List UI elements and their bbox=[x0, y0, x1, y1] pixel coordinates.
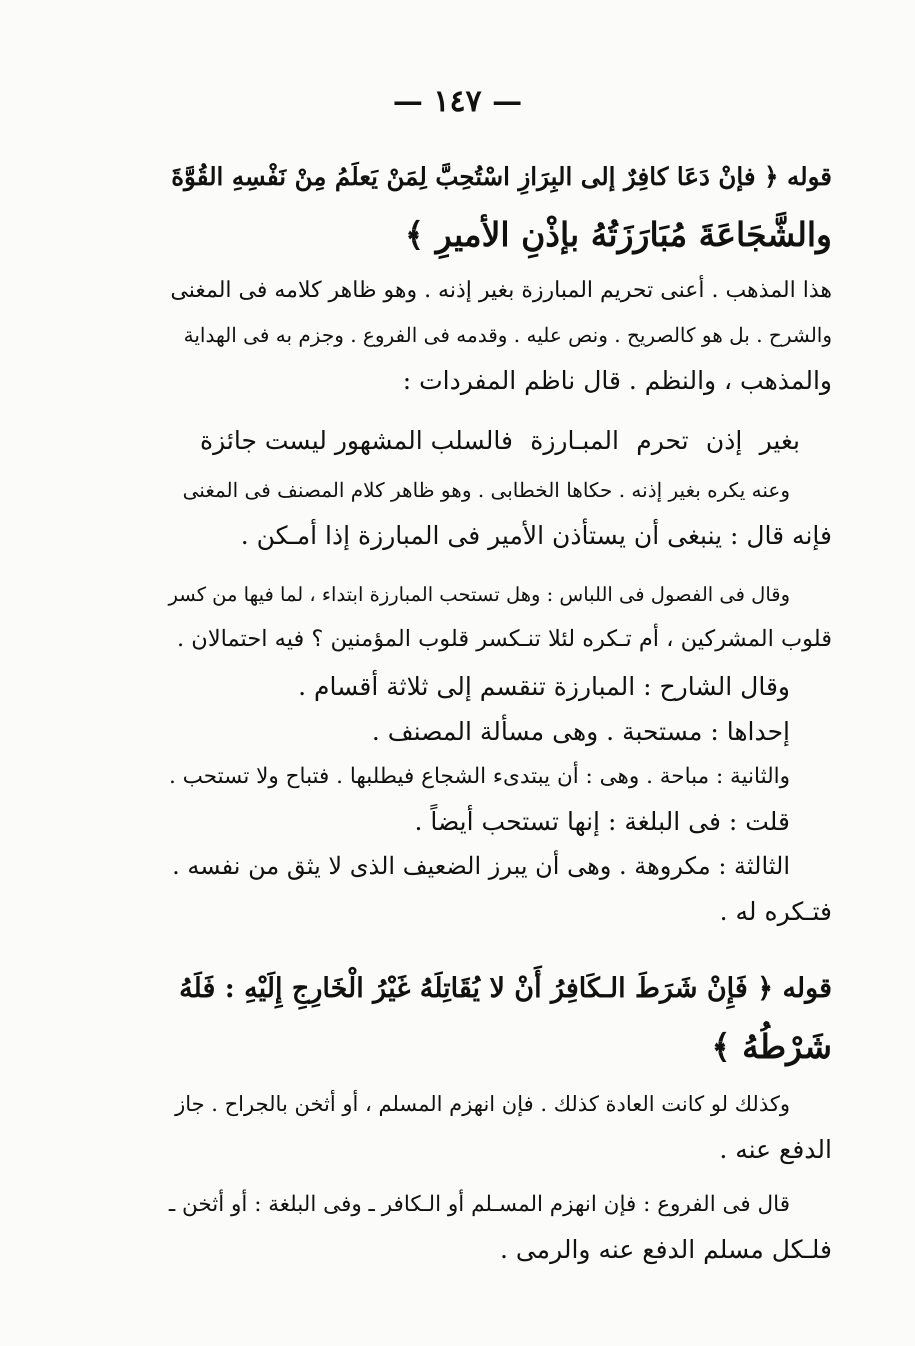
text-line: الدفع عنه . bbox=[719, 1135, 832, 1164]
text-line: فإنه قال : ينبغى أن يستأذن الأمير فى المبارزة إذا أمـكن . bbox=[240, 521, 832, 550]
text-line: فتـكره له . bbox=[719, 897, 832, 926]
text-line: والثانية : مباحة . وهى : أن يبتدىء الشجاع فيطلبها . فتباح ولا تستحب . bbox=[169, 764, 790, 789]
text-line: هذا المذهب . أعنى تحريم المبارزة بغير إذنه . وهو ظاهر كلامه فى المغنى bbox=[170, 278, 832, 303]
text-line: وكذلك لو كانت العادة كذلك . فإن انهزم المسلم ، أو أثخن بالجراح . جاز bbox=[175, 1092, 790, 1116]
text-line: إحداها : مستحبة . وهى مسألة المصنف . bbox=[371, 717, 790, 746]
heading-line: قوله ﴿ فَإِنْ شَرَطَ الـكَافِرُ أَنْ لا يُقَاتِلَهُ غَيْرُ الْخَارِجِ إِلَيْهِ : فَلَهُ bbox=[179, 973, 832, 1004]
text-line: قلت : فى البلغة : إنها تستحب أيضاً . bbox=[414, 807, 790, 836]
text-line: قال فى الفروع : فإن انهزم المسـلم أو الـكافر ـ وفى البلغة : أو أثخن ـ bbox=[168, 1192, 790, 1217]
paragraph-sharih bbox=[168, 664, 832, 934]
poem-word: فالسلب المشهور ليست جائزة bbox=[200, 426, 513, 455]
heading-verse-1 bbox=[168, 148, 832, 264]
paragraph-khattabi bbox=[168, 468, 832, 558]
paragraph-madhhab bbox=[168, 268, 832, 403]
text-line: وعنه يكره بغير إذنه . حكاها الخطابى . وهو ظاهر كلام المصنف فى المغنى bbox=[182, 478, 790, 502]
heading-verse-2 bbox=[168, 960, 832, 1076]
paragraph-adah bbox=[168, 1082, 832, 1172]
poem-verse bbox=[200, 421, 800, 461]
heading-line: والشَّجَاعَةَ مُبَارَزَتُهُ بإذْنِ الأميرِ ﴾ bbox=[404, 215, 832, 254]
text-line: والشرح . بل هو كالصريح . ونص عليه . وقدمه فى الفروع . وجزم به فى الهداية bbox=[183, 323, 832, 347]
text-line: قلوب المشركين ، أم تـكره لئلا تنـكسر قلوب المؤمنين ؟ فيه احتمالان . bbox=[177, 626, 832, 652]
text-line: فلـكل مسلم الدفع عنه والرمى . bbox=[499, 1235, 832, 1264]
heading-line: شَرْطُهُ ﴾ bbox=[711, 1027, 832, 1066]
text-line: والمذهب ، والنظم . قال ناظم المفردات : bbox=[402, 366, 832, 395]
paragraph-fusul bbox=[168, 572, 832, 662]
page-number: — ١٤٧ — bbox=[392, 84, 523, 119]
text-line: وقال فى الفصول فى اللباس : وهل تستحب المبارزة ابتداء ، لما فيها من كسر bbox=[168, 583, 790, 606]
poem-word: بغير bbox=[759, 426, 800, 455]
poem-word: المبـارزة bbox=[530, 426, 619, 455]
heading-line: قوله ﴿ فإنْ دَعَا كافِرٌ إلى البِرَازِ اسْتُحِبَّ لِمَنْ يَعلَمُ مِنْ نَفْسِهِ القُوَّةَ bbox=[171, 162, 832, 191]
text-line: الثالثة : مكروهة . وهى أن يبرز الضعيف الذى لا يثق من نفسه . bbox=[172, 852, 790, 880]
poem-word: إذن bbox=[705, 426, 743, 455]
text-line: وقال الشارح : المبارزة تنقسم إلى ثلاثة أقسام . bbox=[298, 672, 790, 701]
poem-word: تحرم bbox=[636, 426, 689, 455]
paragraph-furu bbox=[168, 1182, 832, 1272]
